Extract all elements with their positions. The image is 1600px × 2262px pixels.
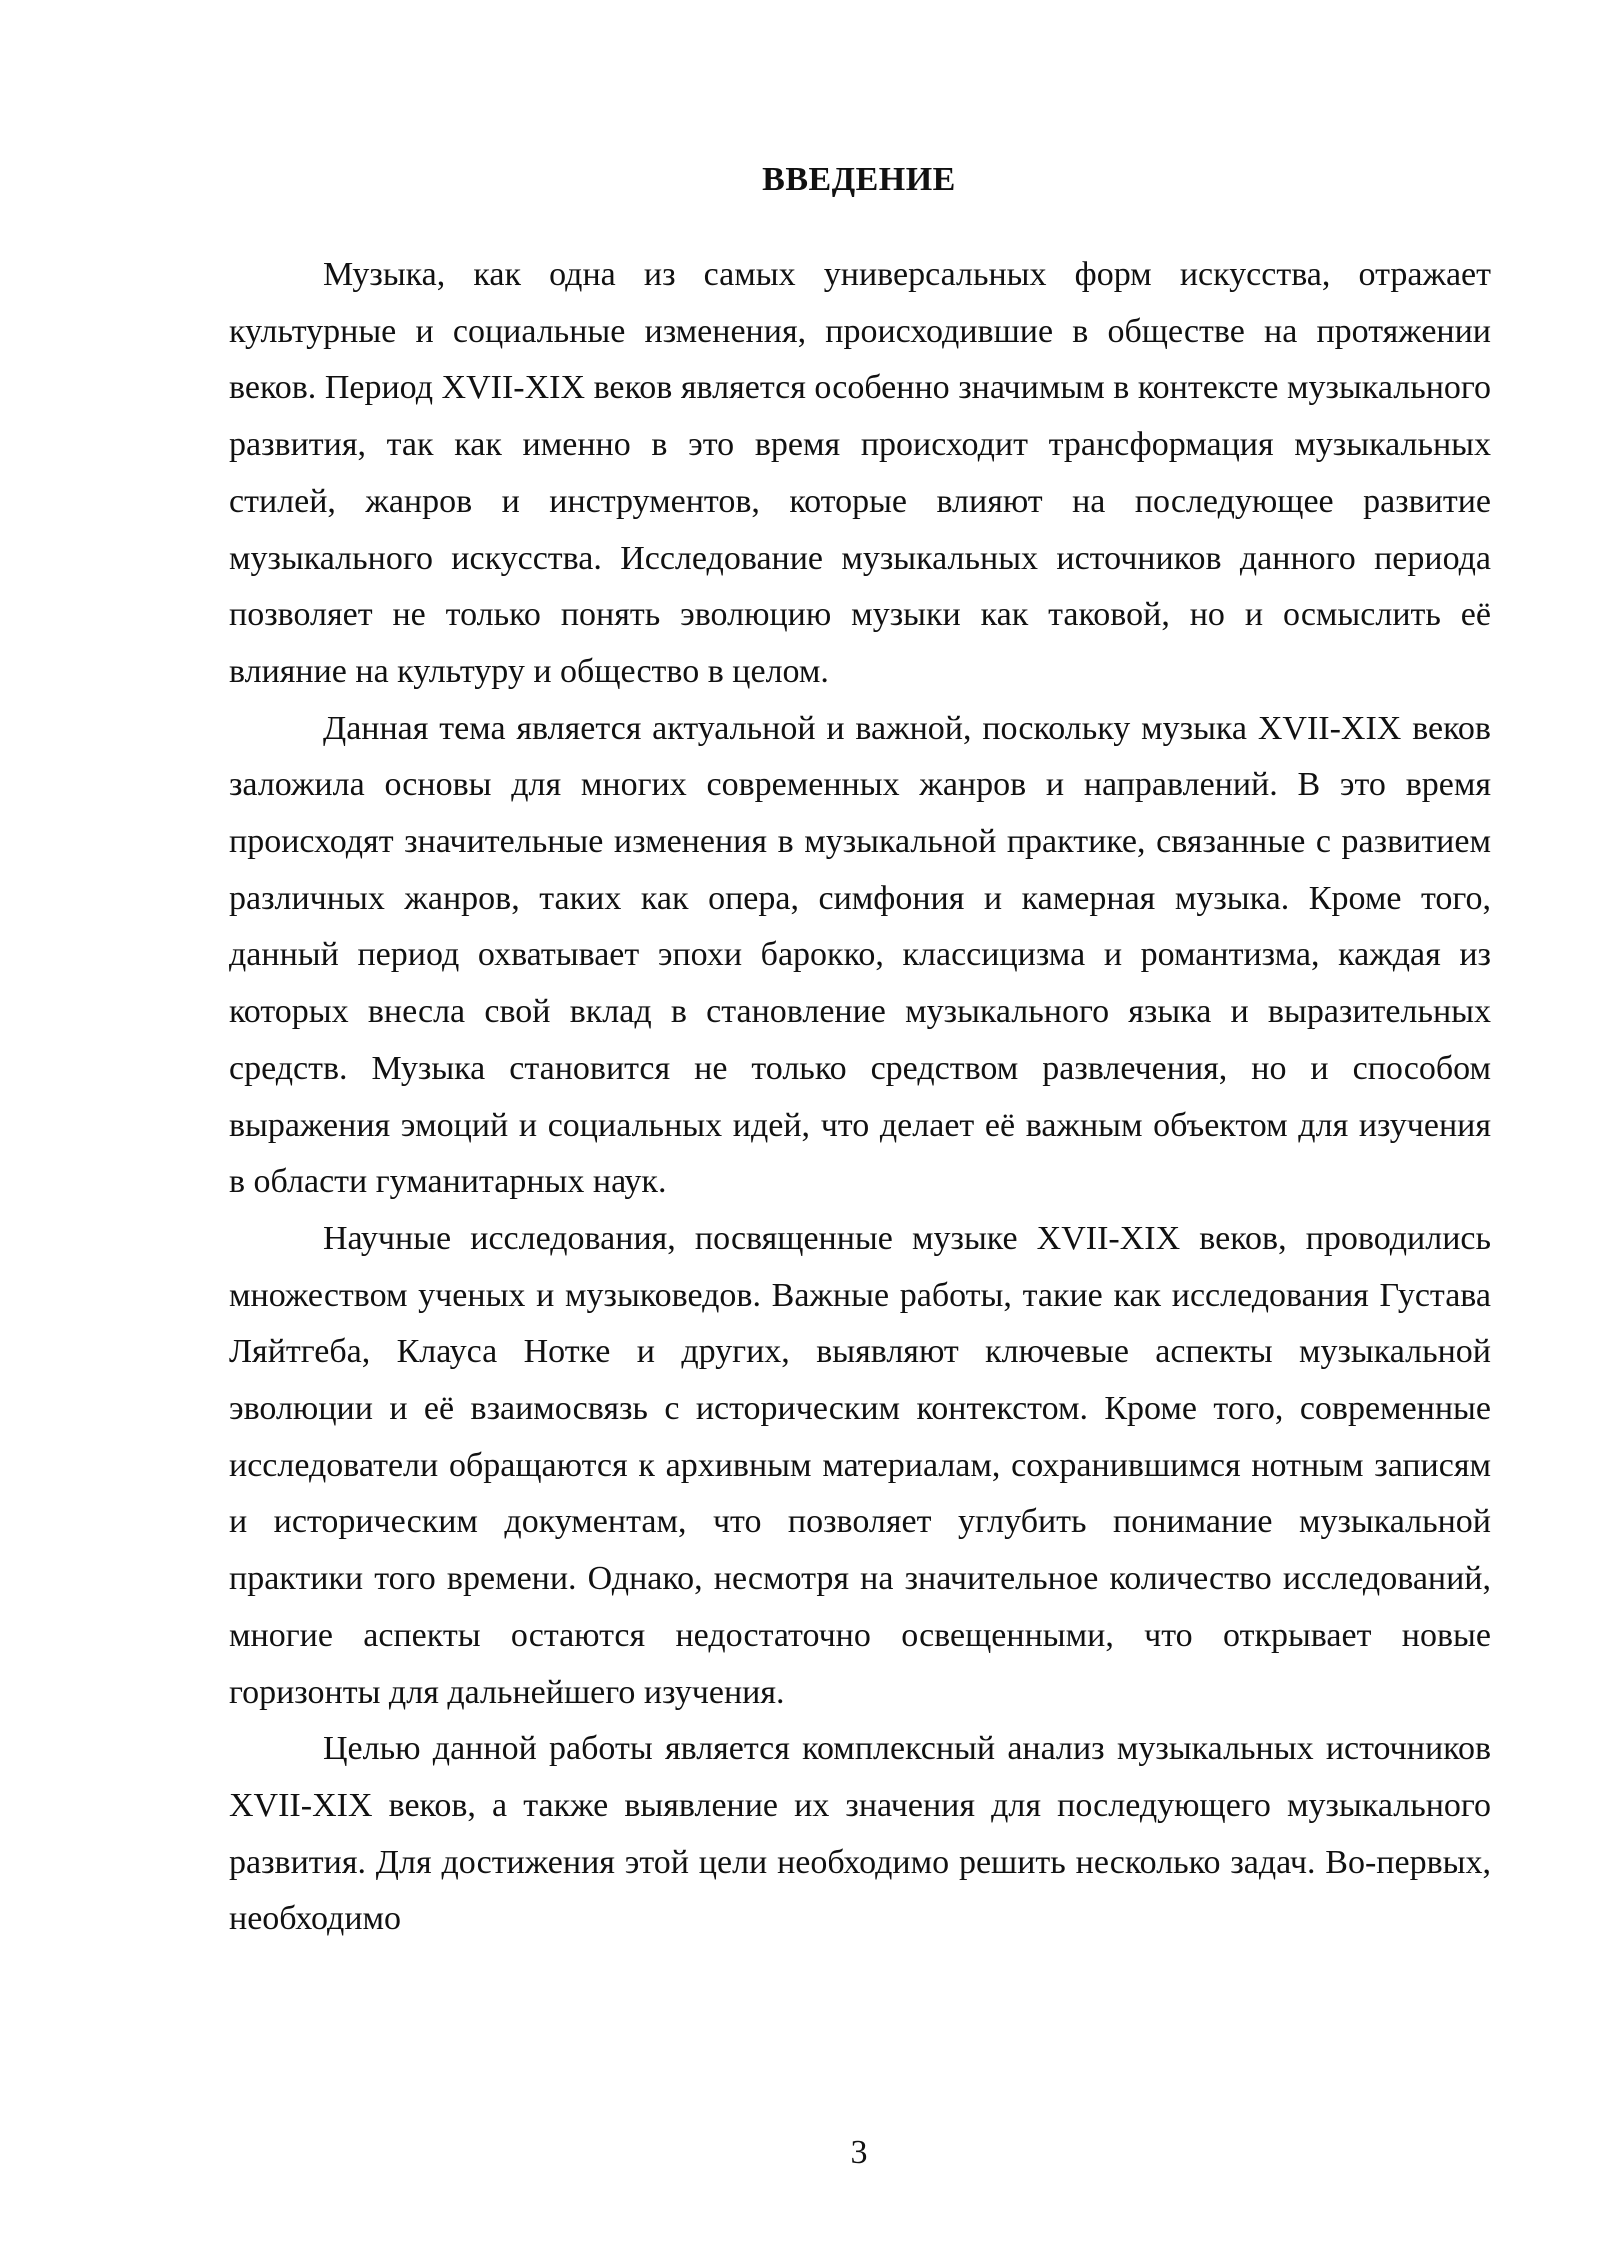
document-body [229, 247, 1491, 1948]
paragraph-relevance: Данная тема является актуальной и важной, поскольку музыка XVII-XIX веков заложила основы для многих современных жанров и направлений. В это время происходят значительные изменения в музыкальной практике, связанные с развитием различных жанров, таких как опера, симфония и камерная музыка. Кроме того, данный период охватывает эпохи барокко, классицизма и романтизма, каждая из которых внесла свой вклад в становление музыкального языка и выразительных средств. Музыка становится не только средством развлечения, но и способом выражения эмоций и социальных идей, что делает её важным объектом для изучения в области гуманитарных наук. [229, 709, 1491, 1201]
paragraph-research: Научные исследования, посвященные музыке XVII-XIX веков, проводились множеством ученых и музыковедов. Важные работы, такие как исследования Густава Ляйтгеба, Клауса Нотке и других, выявляют ключевые аспекты музыкальной эволюции и её взаимосвязь с историческим контекстом. Кроме того, современные исследователи обращаются к архивным материалам, сохранившимся нотным записям и историческим документам, что позволяет углубить понимание музыкальной практики того времени. Однако, несмотря на значительное количество исследований, многие аспекты остаются недостаточно освещенными, что открывает новые горизонты для дальнейшего изучения. [229, 1219, 1491, 1711]
paragraph-goal: Целью данной работы является комплексный анализ музыкальных источников XVII-XIX веков, а также выявление их значения для последующего музыкального развития. Для достижения этой цели необходимо решить несколько задач. Во-первых, необходимо [229, 1730, 1491, 1938]
paragraph-intro: Музыка, как одна из самых универсальных форм искусства, отражает культурные и социальные изменения, происходившие в обществе на протяжении веков. Период XVII-XIX веков является особенно значимым в контексте музыкального развития, так как именно в это время происходит трансформация музыкальных стилей, жанров и инструментов, которые влияют на последующее развитие музыкального искусства. Исследование музыкальных источников данного периода позволяет не только понять эволюцию музыки как таковой, но и осмыслить её влияние на культуру и общество в целом. [229, 256, 1491, 690]
page-title: ВВЕДЕНИЕ [762, 161, 956, 198]
page-number: 3 [850, 2134, 868, 2171]
